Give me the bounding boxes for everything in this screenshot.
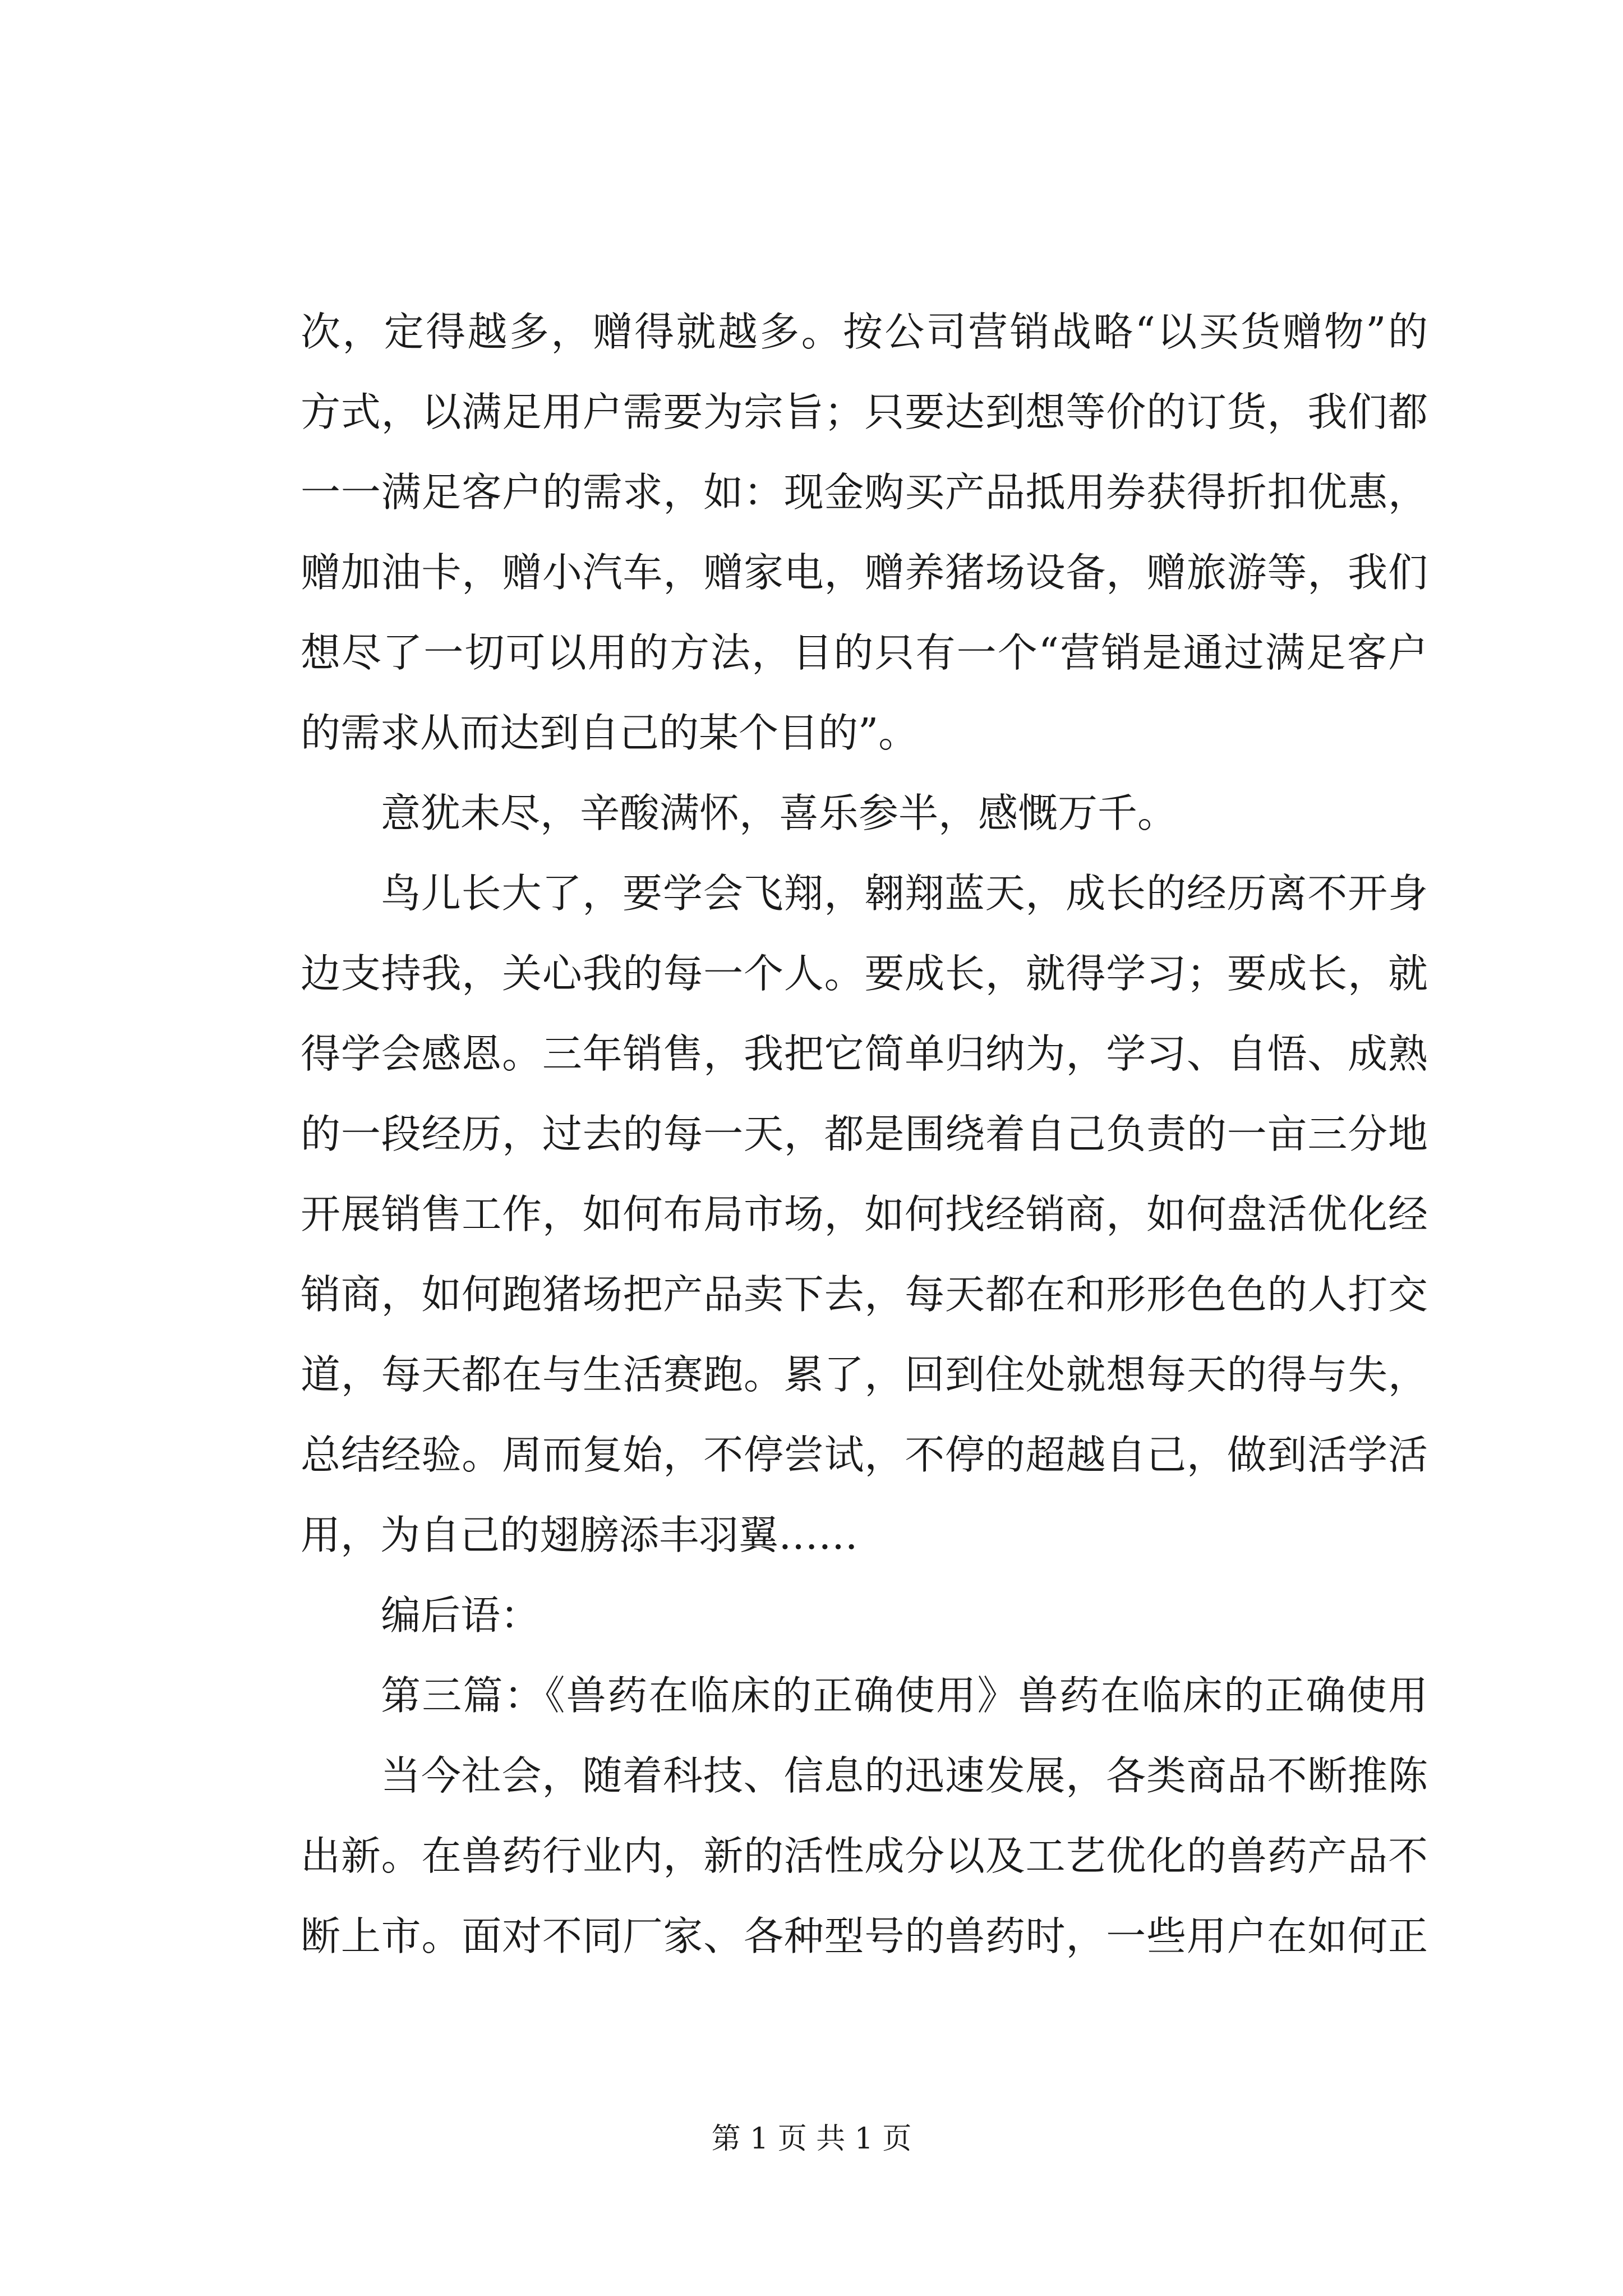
text-line: 当今社会，随着科技、信息的迅速发展，各类商品不断推陈 (381, 1752, 1428, 1799)
text-line: 的一段经历，过去的每一天，都是围绕着自己负责的一亩三分地 (301, 1111, 1428, 1157)
text-line: 意犹未尽，辛酸满怀，喜乐参半，感慨万千。 (381, 790, 1178, 836)
text-line: 鸟儿长大了，要学会飞翔，翱翔蓝天，成长的经历离不开身 (381, 870, 1428, 917)
text-line: 得学会感恩。三年销售，我把它简单归纳为，学习、自悟、成熟 (301, 1030, 1428, 1077)
text-line: 销商，如何跑猪场把产品卖下去，每天都在和形形色色的人打交 (301, 1271, 1428, 1318)
text-line: 出新。在兽药行业内，新的活性成分以及工艺优化的兽药产品不 (301, 1833, 1428, 1879)
text-line: 次，定得越多，赠得就越多。按公司营销战略“以买货赠物”的 (301, 309, 1428, 355)
text-line: 方式，以满足用户需要为宗旨；只要达到想等价的订货，我们都 (301, 389, 1428, 435)
text-line: 总结经验。周而复始，不停尝试，不停的超越自己，做到活学活 (301, 1432, 1428, 1478)
text-line: 赠加油卡，赠小汽车，赠家电，赠养猪场设备，赠旅游等，我们 (301, 549, 1428, 596)
text-line: 道，每天都在与生活赛跑。累了，回到住处就想每天的得与失， (301, 1351, 1428, 1398)
text-line: 的需求从而达到自己的某个目的”。 (301, 710, 919, 756)
document-body (301, 292, 1428, 1976)
text-line: 编后语： (381, 1592, 541, 1639)
text-line: 用，为自己的翅膀添丰羽翼…… (301, 1512, 859, 1558)
page-footer: 第 1 页 共 1 页 (711, 2122, 912, 2156)
text-line: 断上市。面对不同厂家、各种型号的兽药时，一些用户在如何正 (301, 1913, 1428, 1959)
text-line: 一一满足客户的需求，如：现金购买产品抵用券获得折扣优惠， (301, 469, 1428, 516)
section-heading: 第三篇：《兽药在临床的正确使用》兽药在临床的正确使用 (381, 1672, 1428, 1719)
text-line: 开展销售工作，如何布局市场，如何找经销商，如何盘活优化经 (301, 1191, 1428, 1237)
text-line: 想尽了一切可以用的方法，目的只有一个“营销是通过满足客户 (301, 629, 1428, 676)
text-line: 边支持我，关心我的每一个人。要成长，就得学习；要成长，就 (301, 950, 1428, 997)
